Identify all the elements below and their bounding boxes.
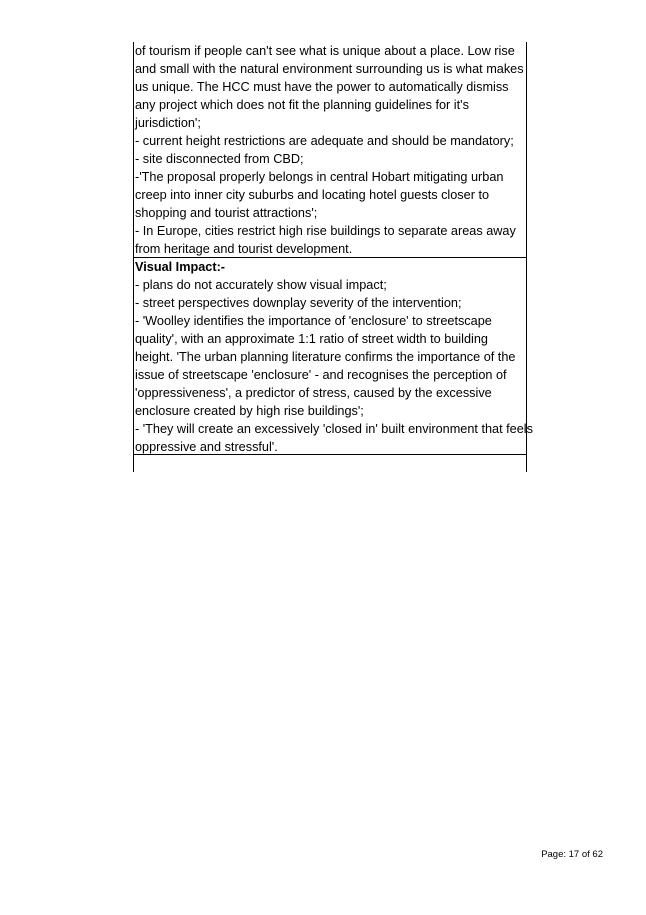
text-line: quality', with an approximate 1:1 ratio of street width to building	[135, 332, 488, 346]
text-line: jurisdiction';	[135, 116, 201, 130]
text-line: enclosure created by high rise buildings';	[135, 404, 364, 418]
tourism-cell	[134, 42, 526, 258]
submission-table	[133, 42, 533, 472]
text-line: us unique. The HCC must have the power to automatically dismiss	[135, 80, 509, 94]
text-line: - 'Woolley identifies the importance of 'enclosure' to streetscape	[135, 314, 492, 328]
text-line: issue of streetscape 'enclosure' - and recognises the perception of	[135, 368, 507, 382]
text-line: height. 'The urban planning literature confirms the importance of the	[135, 350, 516, 364]
text-line: oppressive and stressful'.	[135, 440, 278, 454]
text-line: - site disconnected from CBD;	[135, 152, 304, 166]
page-number: Page: 17 of 62	[541, 849, 603, 860]
text-line: from heritage and tourist development.	[135, 242, 353, 256]
text-line: creep into inner city suburbs and locating hotel guests closer to	[135, 188, 490, 202]
visual-impact-heading: Visual Impact:-	[135, 260, 226, 274]
text-line: any project which does not fit the planning guidelines for it's	[135, 98, 469, 112]
text-line: - plans do not accurately show visual impact;	[135, 278, 387, 292]
text-line: and small with the natural environment surrounding us is what makes	[135, 62, 524, 76]
text-line: - street perspectives downplay severity of the intervention;	[135, 296, 462, 310]
text-line: 'oppressiveness', a predictor of stress, caused by the excessive	[135, 386, 492, 400]
text-line: of tourism if people can't see what is unique about a place. Low rise	[135, 44, 515, 58]
visual-impact-cell	[134, 258, 533, 455]
text-line: - current height restrictions are adequate and should be mandatory;	[135, 134, 514, 148]
text-line: shopping and tourist attractions';	[135, 206, 318, 220]
text-line: -'The proposal properly belongs in central Hobart mitigating urban	[135, 170, 504, 184]
text-line: - 'They will create an excessively 'closed in' built environment that feels	[135, 422, 533, 436]
text-line: - In Europe, cities restrict high rise buildings to separate areas away	[135, 224, 516, 238]
